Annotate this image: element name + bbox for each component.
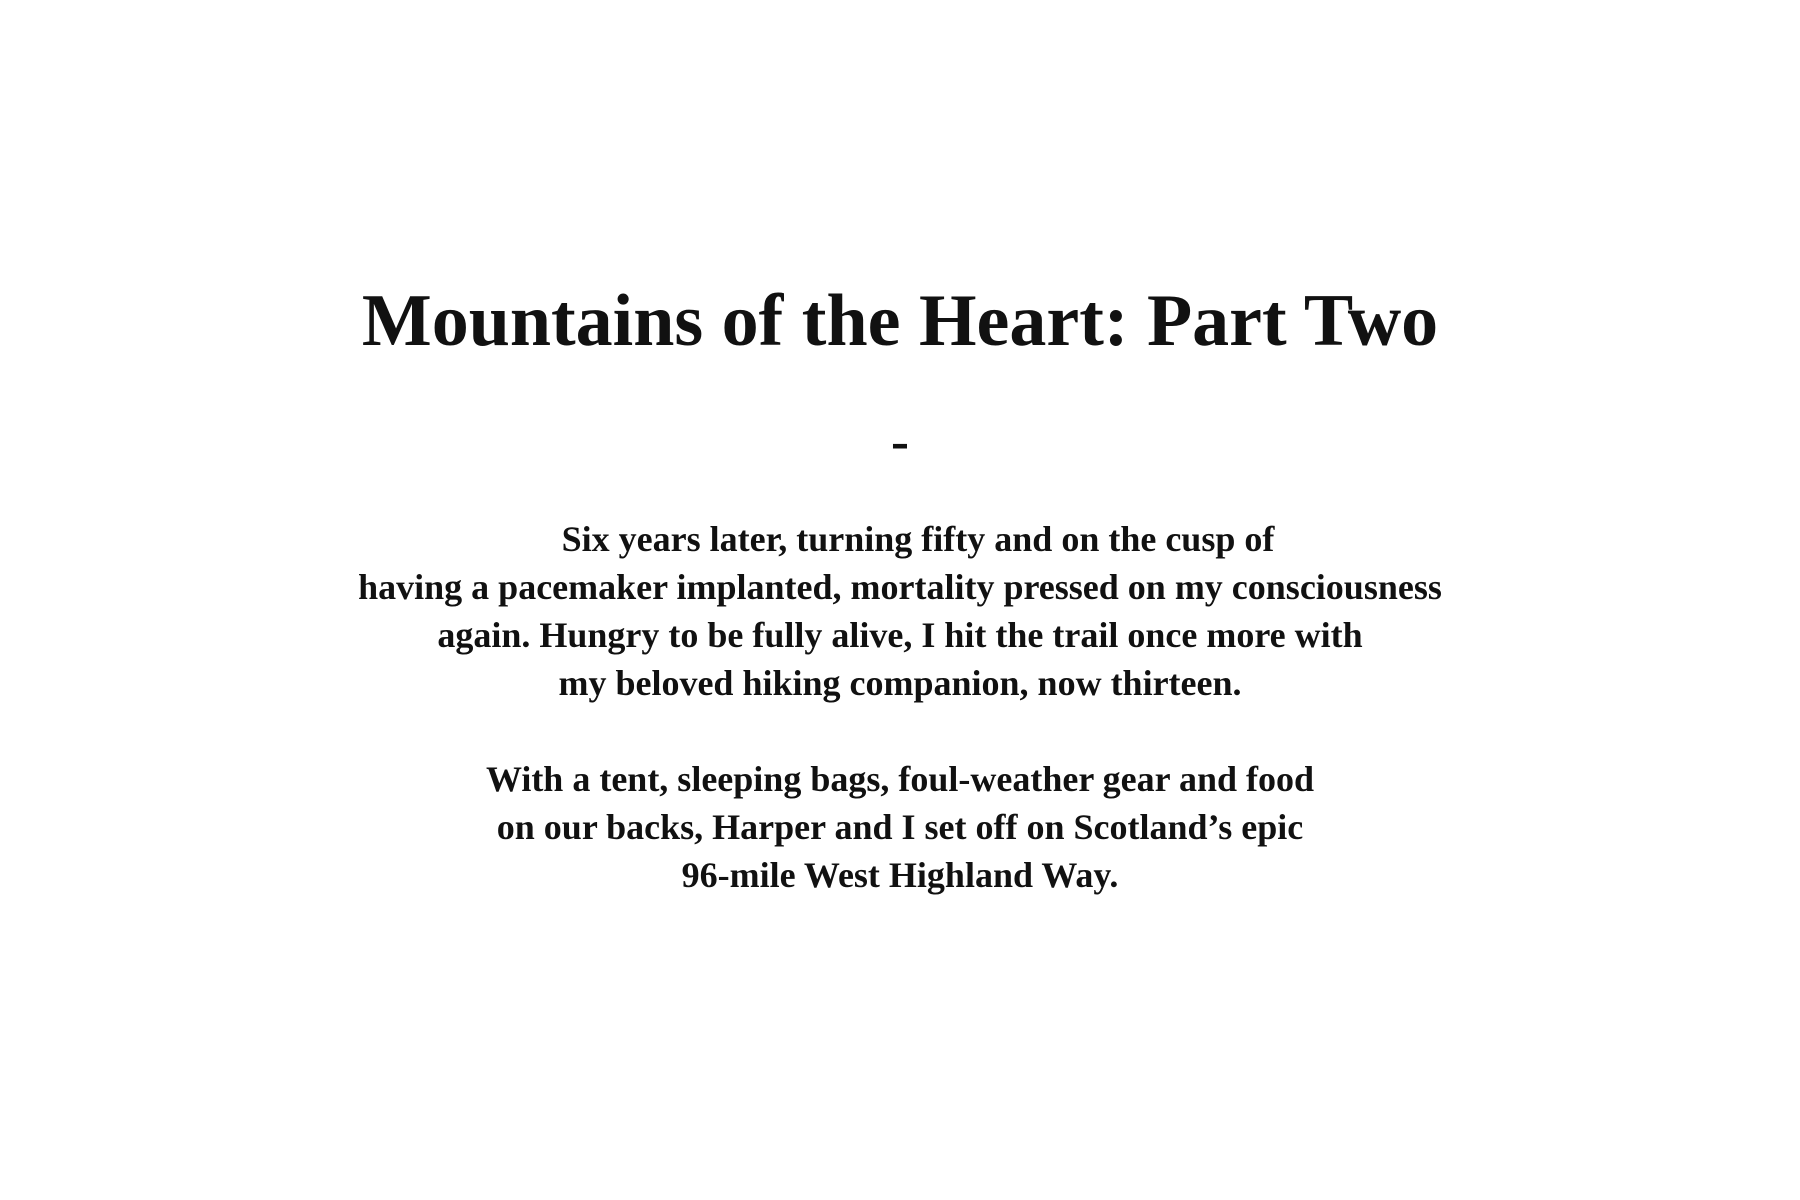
paragraph-line: on our backs, Harper and I set off on Scotland’s epic xyxy=(496,807,1304,847)
paragraph-line: With a tent, sleeping bags, foul-weather gear and food xyxy=(485,759,1315,799)
page-title: Mountains of the Heart: Part Two xyxy=(361,280,1439,362)
paragraph-journey xyxy=(0,755,1800,899)
paragraph-line: 96-mile West Highland Way. xyxy=(681,855,1119,895)
paragraph-line: Six years later, turning fifty and on the cusp of xyxy=(561,519,1275,559)
paragraph-intro xyxy=(0,515,1800,707)
paragraph-line: my beloved hiking companion, now thirteen. xyxy=(558,663,1242,703)
title-separator: - xyxy=(891,411,909,471)
paragraph-line: again. Hungry to be fully alive, I hit the trail once more with xyxy=(437,615,1363,655)
paragraph-line: having a pacemaker implanted, mortality pressed on my consciousness xyxy=(358,567,1442,607)
